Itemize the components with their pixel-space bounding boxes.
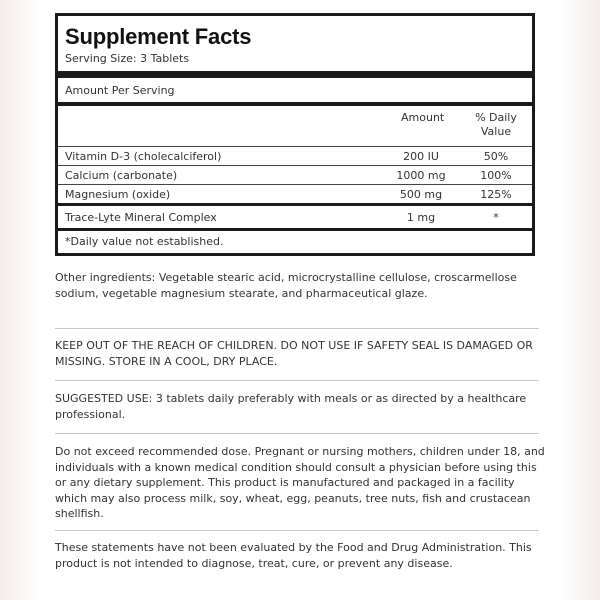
divider (55, 530, 539, 531)
nutrient-row (58, 166, 532, 185)
nutrient-daily-value: 100% (480, 169, 512, 182)
nutrient-amount: 1 mg (406, 211, 436, 224)
nutrient-daily-value: 125% (480, 188, 512, 201)
suggested-use: SUGGESTED USE: 3 tablets daily preferably with meals or as directed by a healthcare professional. (55, 392, 527, 421)
nutrient-name: Trace-Lyte Mineral Complex (65, 211, 217, 224)
nutrient-row (58, 147, 532, 166)
nutrient-name: Calcium (carbonate) (65, 169, 178, 182)
supplement-facts-panel (55, 13, 535, 256)
nutrient-amount: 1000 mg (396, 169, 446, 182)
facts-header (58, 16, 532, 78)
right-edge-shade (560, 0, 600, 600)
left-edge-shade (0, 0, 40, 600)
daily-value-footnote: *Daily value not established. (65, 235, 224, 248)
nutrient-row (58, 206, 532, 231)
nutrient-daily-value: * (493, 211, 499, 224)
nutrient-name: Magnesium (oxide) (65, 188, 171, 201)
warning-text: KEEP OUT OF THE REACH OF CHILDREN. DO NOT USE IF SAFETY SEAL IS DAMAGED OR MISSING. STORE IN A COOL, DRY PLACE. (55, 339, 533, 368)
nutrient-name: Vitamin D-3 (cholecalciferol) (65, 150, 222, 163)
amount-column-header: Amount (401, 111, 445, 124)
nutrient-row (58, 185, 532, 206)
fda-disclaimer: These statements have not been evaluated by the Food and Drug Administration. This product is not intended to diagnose, treat, cure, or prevent any disease. (55, 541, 532, 570)
nutrient-amount: 500 mg (399, 188, 443, 201)
other-ingredients: Other ingredients: Vegetable stearic acid, microcrystalline cellulose, croscarmellose sodium, vegetable magnesium stearate, and pharmaceutical glaze. (55, 271, 517, 300)
serving-size: Serving Size: 3 Tablets (65, 52, 190, 65)
nutrient-daily-value: 50% (483, 150, 509, 163)
divider (55, 328, 539, 329)
divider (55, 433, 539, 434)
nutrient-amount: 200 IU (403, 150, 439, 163)
column-headers (58, 106, 532, 147)
divider (55, 380, 539, 381)
amount-per-serving: Amount Per Serving (58, 78, 532, 106)
facts-title: Supplement Facts (65, 24, 252, 49)
caution-text: Do not exceed recommended dose. Pregnant or nursing mothers, children under 18, and individuals with a known medical condition should consult a physician before using this or any dietary supplement. This product is manufactured and packaged in a facility which may also process milk, soy, wheat, egg, peanuts, tree nuts, fish and crustacean shellfish. (55, 445, 545, 520)
daily-value-column-header: % Daily Value (475, 111, 517, 138)
